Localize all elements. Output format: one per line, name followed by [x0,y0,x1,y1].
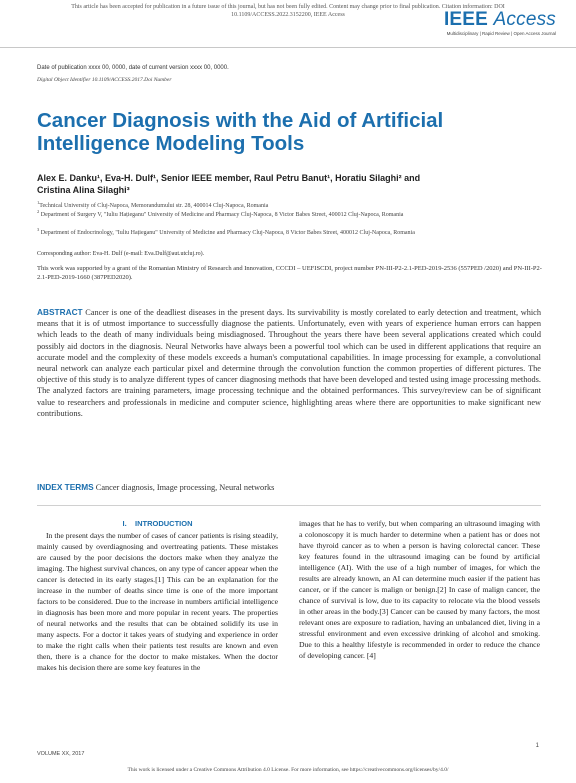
banner-line-2: 10.1109/ACCESS.2022.3152200, IEEE Access [231,12,345,18]
doi-line: Digital Object Identifier 10.1109/ACCESS.2017.Doi Number [37,77,172,83]
journal-logo [436,10,556,36]
right-column [299,518,540,661]
paragraph-col1: In the present days the number of cases of cancer patients is rising steadily, mainly caused by overdiagnosing and overtreating patients. These mistakes are caused by the poor decisions the doctors make when they analyze the imaging. The highest survival chances, on any type of cancer appear when the cancer is detected in its early stages.[1] This can be an explanation for the increase in the number of deaths since time is one of the more important factors to be considered. Due to the increase in numbers artificial intelligence in diagnosis has been more and more popular in recent years. The properties of neural networks and the results that can be obtained solidify its use in many aspects. For a doctor it takes years of studying and experience in order to make the right calls when their patients test results are known and even then, there is a chance for the doctor to make mistakes. When the doctor makes his decision there are some key features in the [37,531,278,672]
paper-title: Cancer Diagnosis with the Aid of Artificial Intelligence Modeling Tools [37,109,444,155]
index-terms-label: INDEX TERMS [37,482,94,492]
page-number: 1 [535,743,539,749]
paragraph-col2: images that he has to verify, but when comparing an ultrasound imaging with a colonoscopy it is much harder to determine when a patient has or does not have thyroid cancer as to when a person is having colorectal cancer. These key features found in the ultrasound imaging can be found by artificial intelligence (AI). With the use of a high number of images, for which the results are already known, an AI can determine much easier if the patient has cancer, or if the cancer is malign or benign.[2] In case of malign cancer, the chance of survival is low, due to its capacity to relocate via the blood vessels in other areas in the body.[3] Cancer can be caused by many factors, the most relevant ones are exposure to radiation, having an unbalanced diet, living in a stressful environment and even excessive drinking of alcohol and smoking. Due to this a healthy lifestyle is recommended in order to reduce the chance of developing cancer. [4] [299,519,540,660]
affiliation-1: $^1$Technical University of Cluj-Napoca, Memorandumului str. 28, 400014 Cluj-Napoca, Romania [37,200,269,209]
banner-line-1: This article has been accepted for publication in a future issue of this journal, but has not been fully edited. Content may change prior to final publication. Citation information: DOI [71,4,505,10]
index-terms [37,482,274,492]
logo-tagline: Multidisciplinary | Rapid Review | Open Access Journal [446,31,556,36]
logo-ieee: IEEE [443,9,489,30]
index-terms-text: Cancer diagnosis, Image processing, Neural networks [95,483,275,492]
logo-wordmark [436,10,556,30]
abstract-label: ABSTRACT [37,307,83,317]
section-divider [37,505,541,506]
author-line-1: Alex E. Danku¹, Eva-H. Dulf¹, Senior IEEE member, Raul Petru Banut¹, Horatiu Silaghi² and [37,173,421,183]
volume-footer: VOLUME XX, 2017 [37,751,85,757]
author-list [37,172,542,196]
corresponding-author: Corresponding author: Eva-H. Dulf (e-mail: Eva.Dulf@aut.utcluj.ro). [37,251,205,257]
affiliation-2: $^2$ Department of Surgery V, "Iuliu Hațieganu" University of Medicine and Pharmacy Cluj-Napoca, 8 Victor Babes Street, 400012 Cluj-Napoca, Romania [37,209,404,218]
license-footer: This work is licensed under a Creative Commons Attribution 4.0 License. For more information, see https://creativecommons.org/licenses/by/4.0/ [127,767,449,773]
author-line-2: Cristina Alina Silaghi³ [37,185,130,195]
left-column [37,518,278,673]
publication-date: Date of publication xxxx 00, 0000, date of current version xxxx 00, 0000. [37,65,229,71]
logo-access: Access [493,9,556,30]
affiliation-3: $^3$ Department of Endocrinology, "Iuliu Hațieganu" University of Medicine and Pharmacy Cluj-Napoca, 8 Victor Babes Street, 400012 Cluj-Napoca, Romania [37,227,415,236]
section-heading: I. INTRODUCTION [122,519,193,528]
funding-statement: This work was supported by a grant of the Romanian Ministry of Research and Innovation, CCCDI – UEFISCDI, project number PN-III-P2-2.1-PED-2019-2536 (557PED /2020) and PN-III-P2-2.1-PED-2019-1660 (387PED2020). [37,265,542,281]
abstract-text: Cancer is one of the deadliest diseases in the present days. Its survivability is mostly corelated to early detection and treatment, which means that it is of utmost importance to successfully diagnose the patients. Unfortunately, even with years of experience human errors can happen which leads to the death of many individuals being misdiagnosed. Throughout the years there have been several applications created which could possibly aid doctors in the diagnosis. Neural Networks have always been a powerful tool which can be used in different applications that require an accurate model and the complexity of these models exceeds a human's computational capabilities. In image processing for example, a convolutional neural network can analyze each particular pixel and determine through the convolution function the common properties of different pictures. The objective of this study is to analyze different types of cancer diagnosing methods that have been developed and tested using image processing methods. The analyzed factors are training parameters, image processing technique and the obtained performances. This survey/review can be of significant value to researchers and professionals in medicine and computer science, highlighting areas where there are opportunities to make significant new contributions. [37,308,541,418]
header-divider [0,47,576,48]
abstract [37,307,541,419]
